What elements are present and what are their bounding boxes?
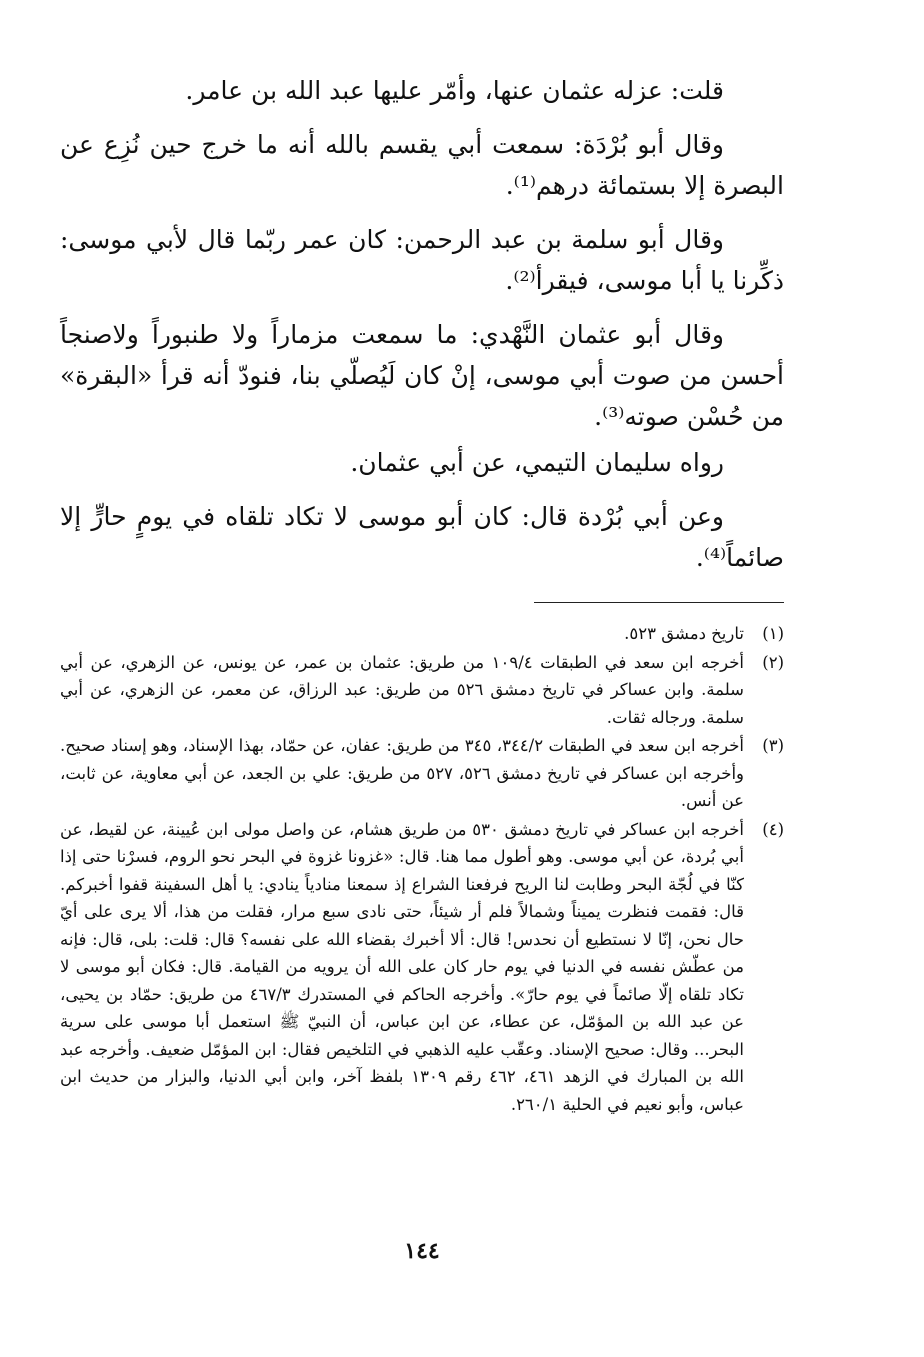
main-text: [60, 70, 784, 578]
footnotes: [60, 620, 784, 1119]
paragraph-3: وقال أبو سلمة بن عبد الرحمن: كان عمر ربّما قال لأبي موسى: ذكِّرنا يا أبا موسى، فيقرأ⁽²⁾.: [60, 225, 784, 295]
footnote-text: أخرجه ابن سعد في الطبقات ٣٤٤/٢، ٣٤٥ من طريق: عفان، عن حمّاد، بهذا الإسناد، وهو إسناد صحيح. وأخرجه ابن عساكر في تاريخ دمشق ٥٢٦، ٥٢٧ من طريق: علي بن الجعد، عن أبي معاوية، عن ثابت، عن أنس.: [60, 736, 745, 810]
footnote-text: أخرجه ابن سعد في الطبقات ١٠٩/٤ من طريق: عثمان بن عمر، عن يونس، عن الزهري، عن أبي سلمة. وابن عساكر في تاريخ دمشق ٥٢٦ من طريق: عبد الرزاق، عن معمر، عن الزهري، عن أبي سلمة. ورجاله ثقات.: [60, 652, 744, 727]
footnote-item: [60, 620, 784, 648]
footnote-item: [60, 649, 784, 732]
footnote-separator: [534, 602, 784, 603]
footnote-text: أخرجه ابن عساكر في تاريخ دمشق ٥٣٠ من طريق هشام، عن واصل مولى ابن عُيينة، عن لقيط، عن أبي بُردة، عن أبي موسى. وهو أطول مما هنا. قال: «غزونا غزوة في البحر نحو الروم، فسرْنا حتى إذا كنّا في لُجّة البحر وطابت لنا الريح فرفعنا الشراع إذ سمعنا منادياً ينادي: يا أهل السفينة قفوا أخبركم. قال: فقمت فنظرت يميناً وشمالاً فلم أر شيئاً، حتى نادى سبع مرار، فقلت من هذا، ألا يرى على أيّ حال نحن، إنّا لا نستطيع أن نحدس! قال: ألا أخبرك بقضاء الله على نفسه؟ قال: قلت: بلى، قال: فإنه من عطّش نفسه في الدنيا في يوم حار كان على الله أن يرويه من القيامة. قال: فكان أبو موسى لا تكاد تلقاه إلّا صائماً في يوم حارّ». وأخرجه الحاكم في المستدرك ٤٦٧/٣ من طريق: حمّاد بن يحيى، عن عبد الله بن المؤمّل، عن عطاء، عن ابن عباس، أن النبيّ ﷺ استعمل أبا موسى على سرية البحر... وقال: صحيح الإسناد. وعقّب عليه الذهبي في التلخيص فقال: ابن المؤمّل ضعيف. وأخرجه عبد الله بن المبارك في الزهد ٤٦١، ٤٦٢ رقم ١٣٠٩ بلفظ آخر، وابن أبي الدنيا، والبزار من حديث ابن عباس، وأبو نعيم في الحلية ٢٦٠/١.: [60, 819, 745, 1114]
book-page: [60, 70, 784, 1330]
footnote-text: تاريخ دمشق ٥٢٣.: [624, 624, 744, 643]
footnote-item: [60, 816, 784, 1119]
footnote-number: (٤): [762, 819, 784, 839]
footnote-item: [60, 732, 784, 815]
paragraph-1: قلت: عزله عثمان عنها، وأمّر عليها عبد الله بن عامر.: [185, 76, 724, 105]
paragraph-2: وقال أبو بُرْدَة: سمعت أبي يقسم بالله أنه ما خرج حين نُزِع عن البصرة إلا بستمائة درهم⁽¹⁾.: [60, 130, 784, 200]
footnote-number: (٣): [762, 736, 784, 755]
footnote-number: (١): [762, 624, 784, 643]
paragraph-4: وقال أبو عثمان النَّهْدي: ما سمعت مزماراً ولا طنبوراً ولاصنجاً أحسن من صوت أبي موسى، إنْ كان لَيُصلّي بنا، فنودّ أنه قرأ «البقرة» من حُسْن صوته⁽³⁾.: [60, 320, 784, 431]
paragraph-6: وعن أبي بُرْدة قال: كان أبو موسى لا تكاد تلقاه في يومٍ حارٍّ إلا صائماً⁽⁴⁾.: [60, 502, 784, 572]
footnote-number: (٢): [762, 652, 784, 672]
paragraph-5: رواه سليمان التيمي، عن أبي عثمان.: [350, 448, 724, 477]
page-number: ١٤٤: [404, 1238, 440, 1264]
